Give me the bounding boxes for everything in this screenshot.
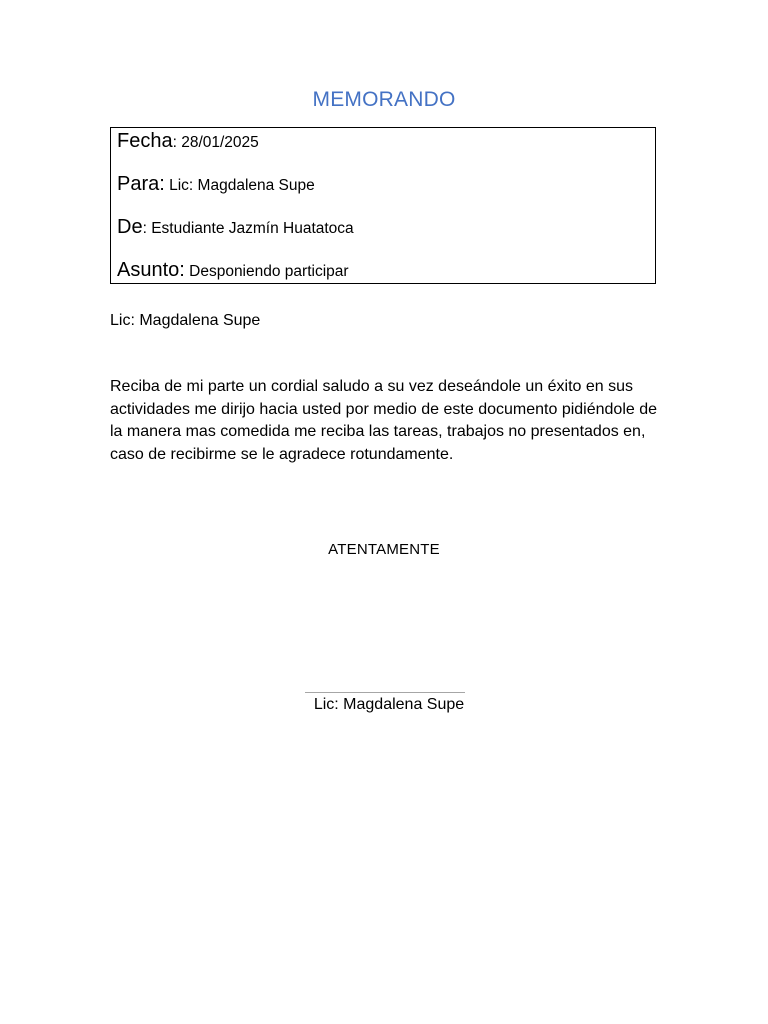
recipient-label: Para: <box>117 173 165 195</box>
date-label: Fecha <box>117 130 173 152</box>
closing-text: ATENTAMENTE <box>328 541 440 558</box>
signature-name: Lic: Magdalena Supe <box>313 696 465 713</box>
sender-label: De <box>117 216 143 238</box>
sender-field <box>117 216 354 239</box>
subject-field <box>117 259 349 282</box>
date-field <box>117 130 259 153</box>
subject-label: Asunto: <box>117 259 185 281</box>
memo-title: MEMORANDO <box>312 88 456 111</box>
signature-line <box>305 692 465 693</box>
sender-value: : Estudiante Jazmín Huatatoca <box>142 220 354 237</box>
subject-value: Desponiendo participar <box>184 263 349 280</box>
salutation: Lic: Magdalena Supe <box>110 312 261 329</box>
recipient-field <box>117 173 315 196</box>
recipient-value: Lic: Magdalena Supe <box>164 177 315 194</box>
memo-header-box <box>110 127 656 284</box>
memo-body-paragraph: Reciba de mi parte un cordial saludo a su vez deseándole un éxito en sus actividades me dirijo hacia usted por medio de este documento pidiéndole de la manera mas comedida me reciba las tareas, trabajos no presentados en, caso de recibirme se le agradece rotundamente. <box>110 378 658 463</box>
date-value: : 28/01/2025 <box>172 134 259 151</box>
